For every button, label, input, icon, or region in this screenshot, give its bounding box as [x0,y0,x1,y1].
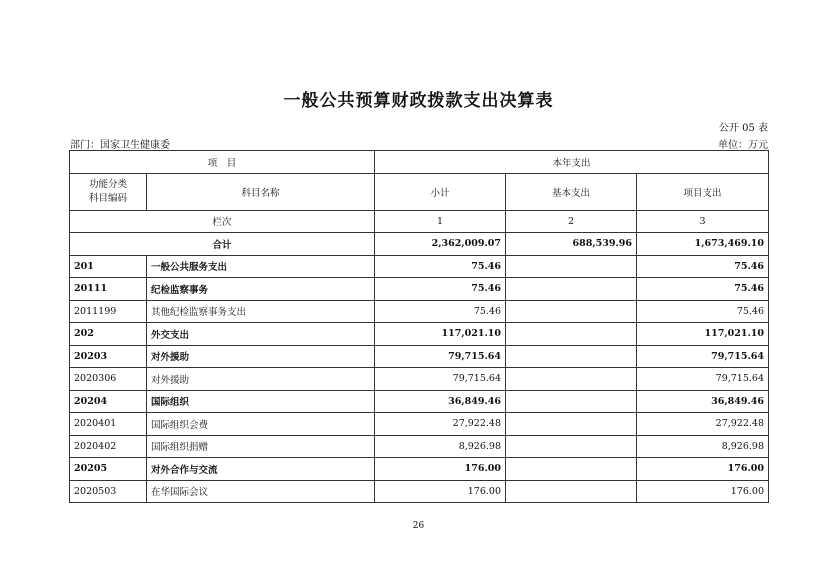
row-subtotal: 8,926.98 [375,435,506,458]
row-basic [506,458,637,481]
row-name: 国际组织会费 [147,413,375,436]
row-name: 国际组织捐赠 [147,435,375,458]
row-basic [506,390,637,413]
row-name: 在华国际会议 [147,480,375,503]
form-number: 公开 05 表 [718,123,768,134]
row-basic [506,278,637,301]
basic-header: 基本支出 [506,173,637,210]
row-subtotal: 117,021.10 [375,323,506,346]
column-index-row [70,210,769,233]
table-row [70,458,769,481]
row-code: 20205 [70,458,147,481]
row-code: 2011199 [70,300,147,323]
page-number: 26 [412,521,425,531]
row-name: 对外援助 [147,345,375,368]
row-subtotal: 75.46 [375,300,506,323]
total-label: 合计 [70,233,375,256]
row-name: 一般公共服务支出 [147,255,375,278]
row-project: 8,926.98 [637,435,769,458]
row-code: 2020402 [70,435,147,458]
total-row [70,233,769,256]
row-code: 20203 [70,345,147,368]
row-code: 2020503 [70,480,147,503]
row-basic [506,255,637,278]
row-code: 20204 [70,390,147,413]
row-basic [506,323,637,346]
row-code: 20111 [70,278,147,301]
row-name: 外交支出 [147,323,375,346]
row-code: 201 [70,255,147,278]
table-row [70,278,769,301]
row-project: 27,922.48 [637,413,769,436]
column-label: 栏次 [70,210,375,233]
func-code-header: 功能分类 科目编码 [70,173,147,210]
table-row [70,255,769,278]
row-project: 176.00 [637,458,769,481]
row-subtotal: 75.46 [375,255,506,278]
expenditure-table [69,150,769,503]
subtotal-header: 小计 [375,173,506,210]
col-index-1: 1 [375,210,506,233]
row-basic [506,480,637,503]
row-subtotal: 176.00 [375,480,506,503]
table-row [70,300,769,323]
project-header: 项目支出 [637,173,769,210]
row-name: 对外援助 [147,368,375,391]
row-subtotal: 79,715.64 [375,345,506,368]
row-basic [506,435,637,458]
row-project: 75.46 [637,300,769,323]
row-project: 117,021.10 [637,323,769,346]
col-index-2: 2 [506,210,637,233]
table-row [70,323,769,346]
total-project: 1,673,469.10 [637,233,769,256]
page-title: 一般公共预算财政拨款支出决算表 [283,91,554,111]
table-row [70,413,769,436]
row-subtotal: 36,849.46 [375,390,506,413]
row-code: 2020306 [70,368,147,391]
row-project: 75.46 [637,278,769,301]
row-project: 79,715.64 [637,345,769,368]
table-row [70,435,769,458]
table-row [70,480,769,503]
row-basic [506,345,637,368]
total-basic: 688,539.96 [506,233,637,256]
row-subtotal: 79,715.64 [375,368,506,391]
row-basic [506,413,637,436]
table-row [70,368,769,391]
table-row [70,390,769,413]
row-basic [506,300,637,323]
unit-label: 单位：万元 [718,140,768,151]
header-row-1 [70,151,769,174]
col-index-3: 3 [637,210,769,233]
row-project: 75.46 [637,255,769,278]
row-name: 其他纪检监察事务支出 [147,300,375,323]
current-year-header: 本年支出 [375,151,769,174]
row-code: 202 [70,323,147,346]
row-name: 国际组织 [147,390,375,413]
subject-name-header: 科目名称 [147,173,375,210]
row-project: 36,849.46 [637,390,769,413]
row-basic [506,368,637,391]
row-name: 对外合作与交流 [147,458,375,481]
department-label: 部门：国家卫生健康委 [70,140,170,151]
header-row-2 [70,173,769,210]
row-name: 纪检监察事务 [147,278,375,301]
row-code: 2020401 [70,413,147,436]
row-subtotal: 176.00 [375,458,506,481]
table-row [70,345,769,368]
row-subtotal: 27,922.48 [375,413,506,436]
total-subtotal: 2,362,009.07 [375,233,506,256]
items-header: 项 目 [70,151,375,174]
row-project: 79,715.64 [637,368,769,391]
row-project: 176.00 [637,480,769,503]
row-subtotal: 75.46 [375,278,506,301]
